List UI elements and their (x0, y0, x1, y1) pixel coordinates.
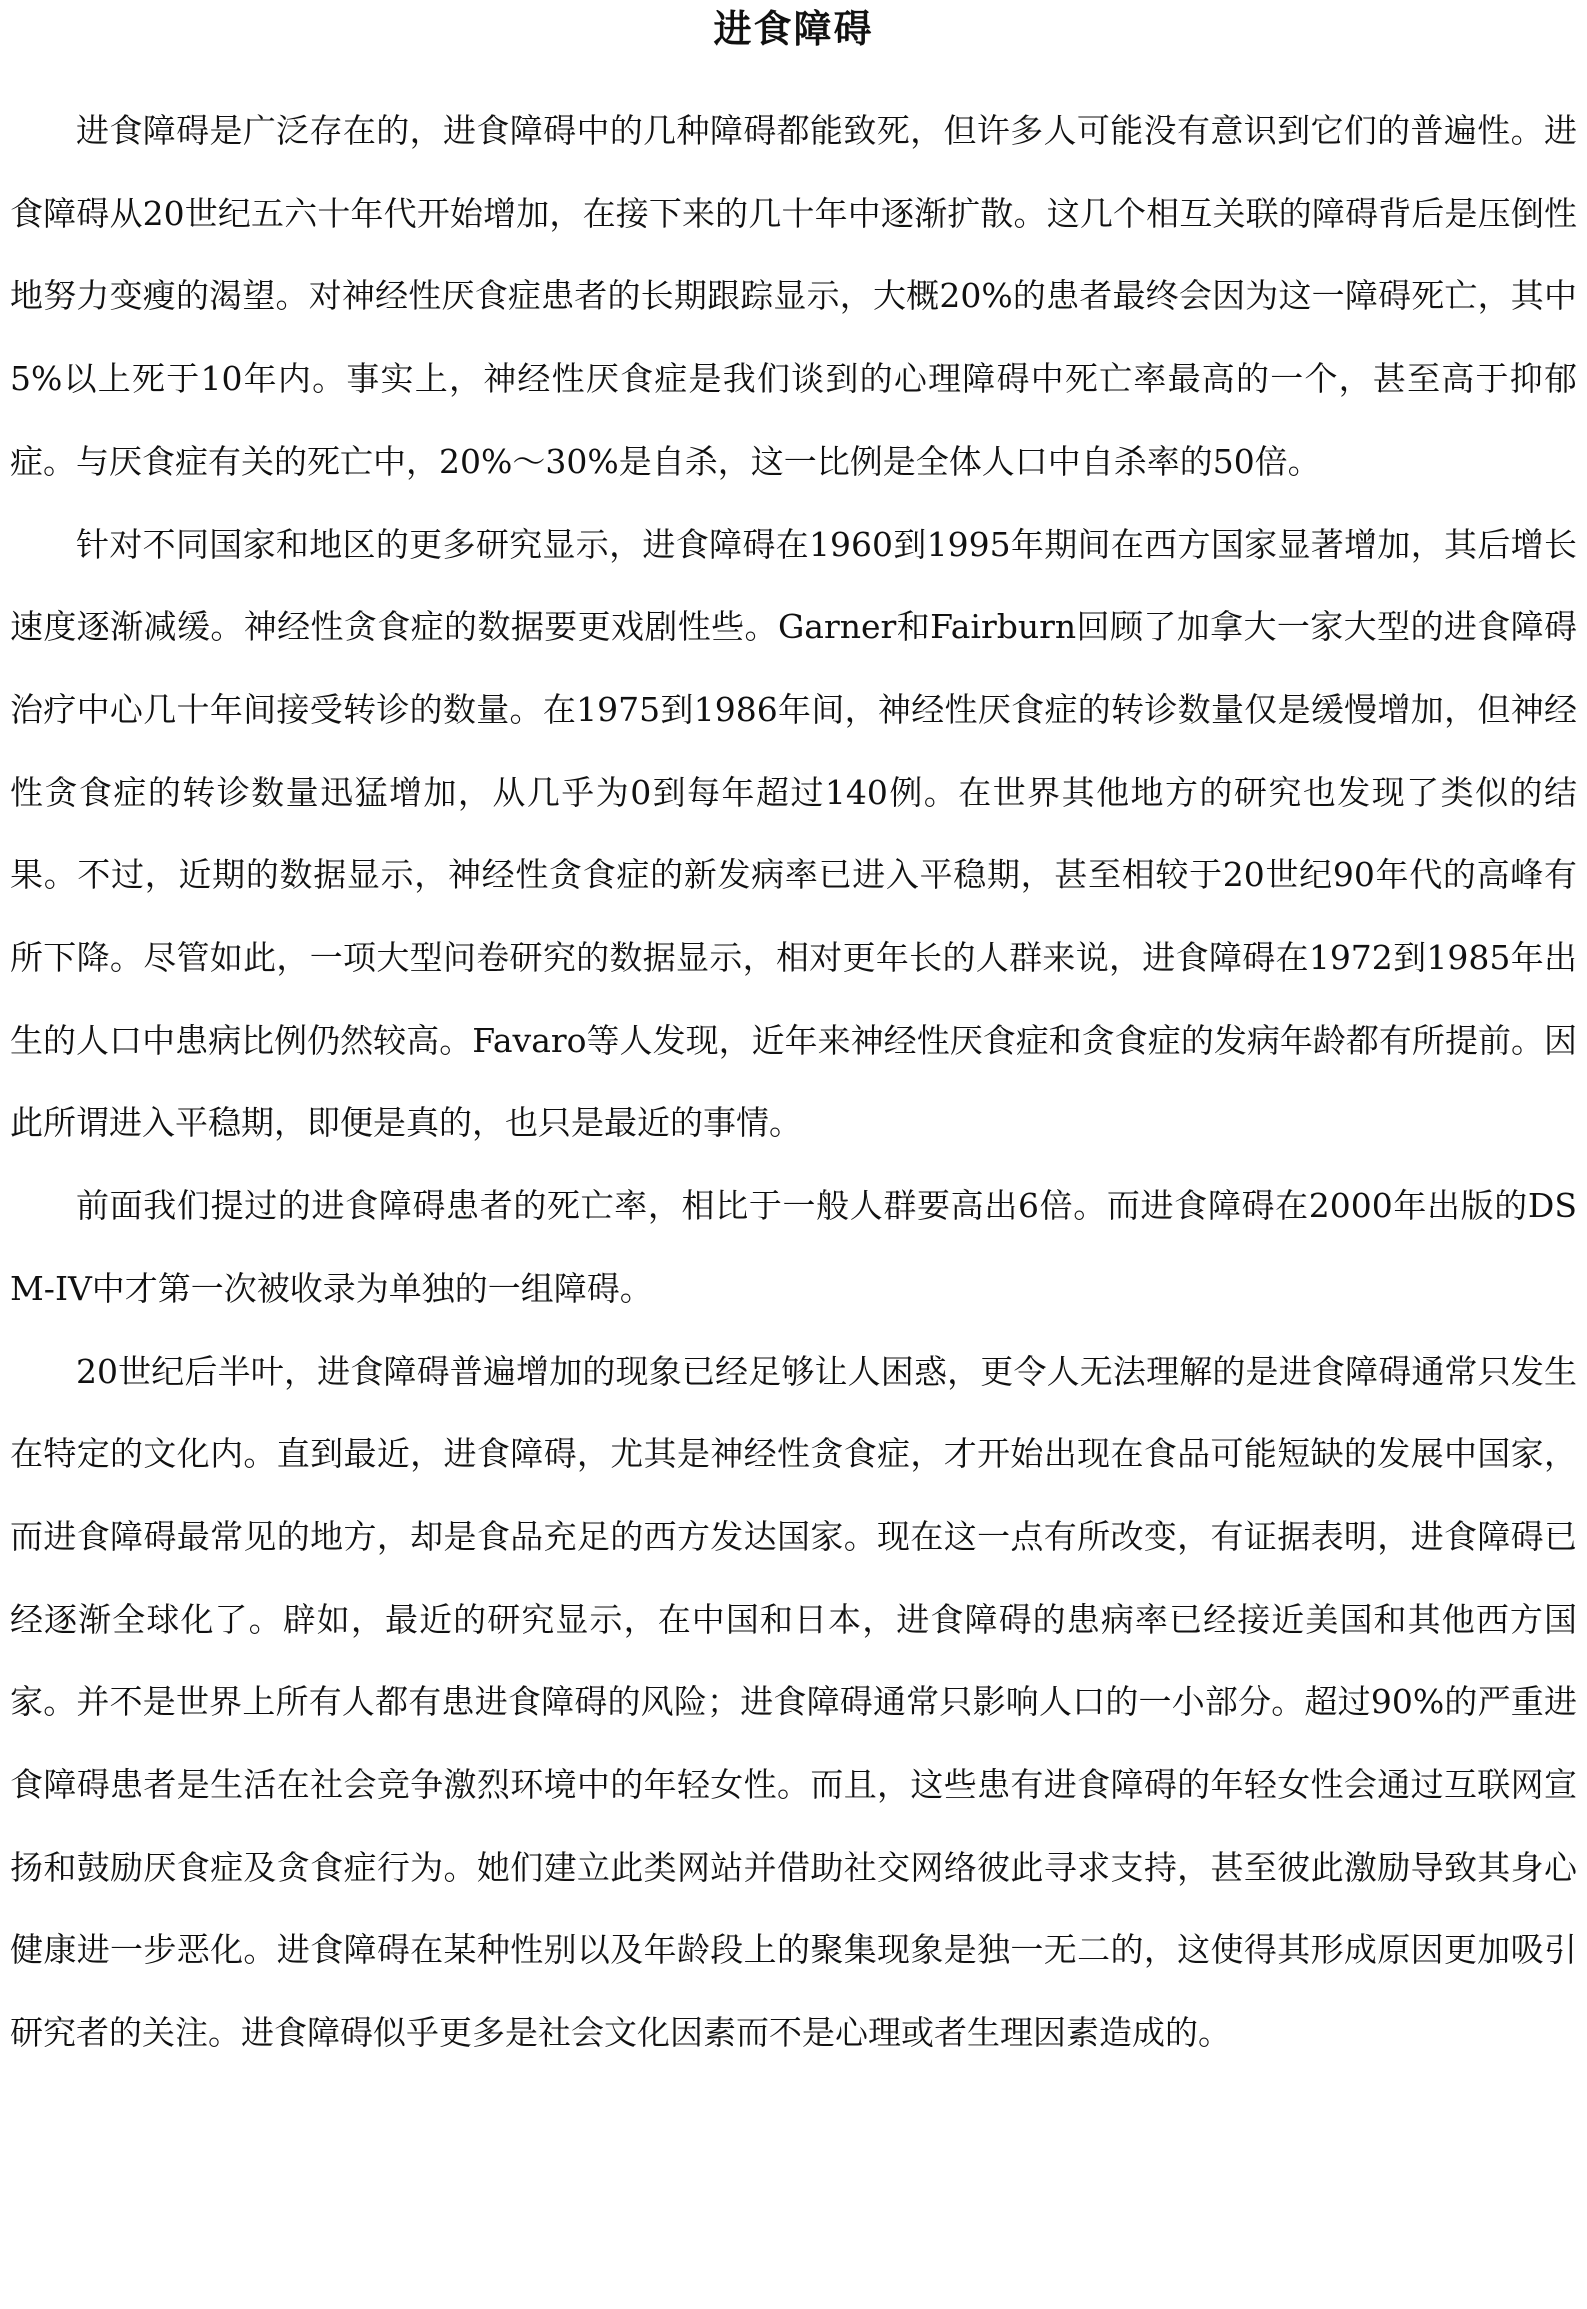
paragraph: 针对不同国家和地区的更多研究显示，进食障碍在1960到1995年期间在西方国家显著增加，其后增长速度逐渐减缓。神经性贪食症的数据要更戏剧性些。Garner和Fairburn回顾了加拿大一家大型的进食障碍治疗中心几十年间接受转诊的数量。在1975到1986年间，神经性厌食症的转诊数量仅是缓慢增加，但神经性贪食症的转诊数量迅猛增加，从几乎为0到每年超过140例。在世界其他地方的研究也发现了类似的结果。不过，近期的数据显示，神经性贪食症的新发病率已进入平稳期，甚至相较于20世纪90年代的高峰有所下降。尽管如此，一项大型问卷研究的数据显示，相对更年长的人群来说，进食障碍在1972到1985年出生的人口中患病比例仍然较高。Favaro等人发现，近年来神经性厌食症和贪食症的发病年龄都有所提前。因此所谓进入平稳期，即便是真的，也只是最近的事情。 (10, 524, 1577, 1143)
paragraph: 20世纪后半叶，进食障碍普遍增加的现象已经足够让人困惑，更令人无法理解的是进食障碍通常只发生在特定的文化内。直到最近，进食障碍，尤其是神经性贪食症，才开始出现在食品可能短缺的发展中国家，而进食障碍最常见的地方，却是食品充足的西方发达国家。现在这一点有所改变，有证据表明，进食障碍已经逐渐全球化了。辟如，最近的研究显示，在中国和日本，进食障碍的患病率已经接近美国和其他西方国家。并不是世界上所有人都有患进食障碍的风险；进食障碍通常只影响人口的一小部分。超过90%的严重进食障碍患者是生活在社会竞争激烈环境中的年轻女性。而且，这些患有进食障碍的年轻女性会通过互联网宣扬和鼓励厌食症及贪食症行为。她们建立此类网站并借助社交网络彼此寻求支持，甚至彼此激励导致其身心健康进一步恶化。进食障碍在某种性别以及年龄段上的聚集现象是独一无二的，这使得其形成原因更加吸引研究者的关注。进食障碍似乎更多是社会文化因素而不是心理或者生理因素造成的。 (10, 1351, 1577, 2053)
document-title: 进食障碍 (713, 6, 874, 51)
paragraph: 进食障碍是广泛存在的，进食障碍中的几种障碍都能致死，但许多人可能没有意识到它们的普遍性。进食障碍从20世纪五六十年代开始增加，在接下来的几十年中逐渐扩散。这几个相互关联的障碍背后是压倒性地努力变瘦的渴望。对神经性厌食症患者的长期跟踪显示，大概20%的患者最终会因为这一障碍死亡，其中5%以上死于10年内。事实上，神经性厌食症是我们谈到的心理障碍中死亡率最高的一个，甚至高于抑郁症。与厌食症有关的死亡中，20%～30%是自杀，这一比例是全体人口中自杀率的50倍。 (10, 111, 1577, 481)
document-page (10, 0, 1577, 2309)
paragraph: 前面我们提过的进食障碍患者的死亡率，相比于一般人群要高出6倍。而进食障碍在2000年出版的DSM-IV中才第一次被收录为单独的一组障碍。 (10, 1186, 1577, 1308)
document-body (10, 90, 1577, 2075)
